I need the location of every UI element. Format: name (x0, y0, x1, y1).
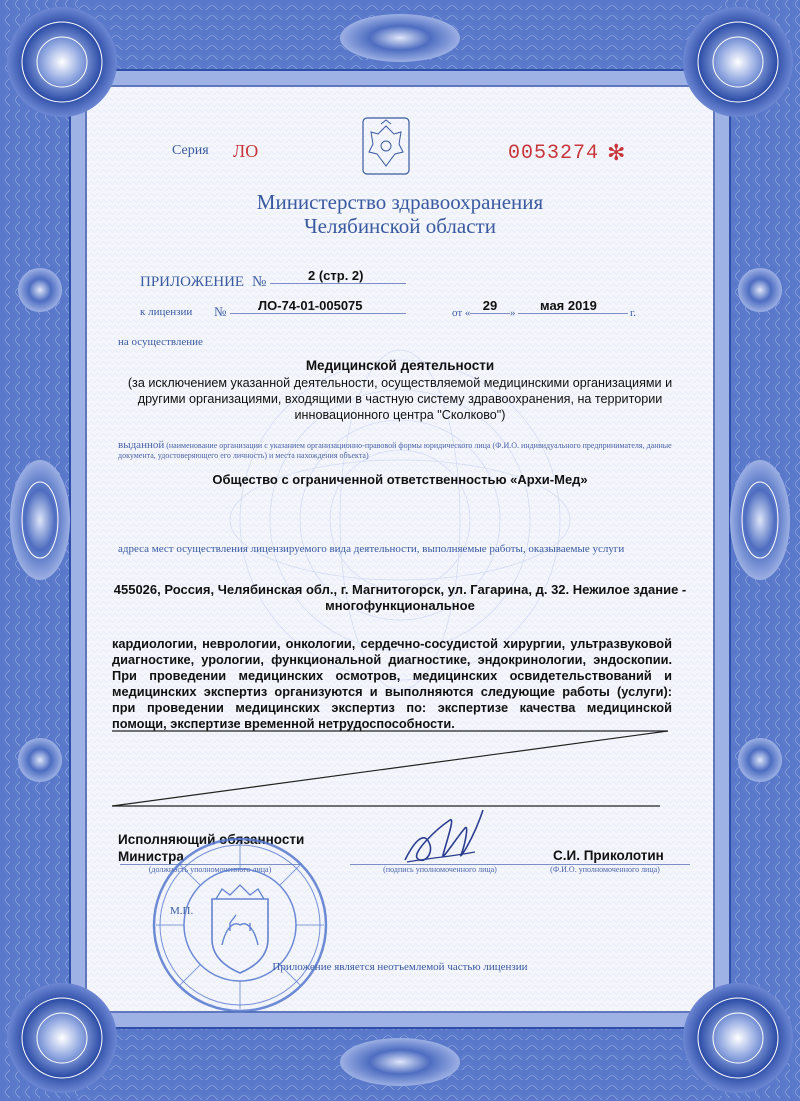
star-icon: ✻ (607, 140, 626, 165)
date-close: » (510, 307, 516, 319)
appendix-number-sign: № (252, 274, 267, 290)
activity-prefix: на осуществление (118, 336, 203, 348)
ministry-name (160, 190, 640, 238)
license-date-day: 29 (470, 298, 510, 314)
series-label: Серия (172, 143, 209, 158)
issued-label: выданной (118, 439, 165, 451)
issued-hint-block (118, 440, 698, 461)
license-number-value: ЛО-74-01-005075 (230, 298, 406, 314)
license-label: к лицензии (140, 306, 193, 318)
address-label: адреса мест осуществления лицензируемого вида деятельности, выполняемые работы, оказываемые услуги (118, 543, 625, 555)
license-date-month-year: мая 2019 (518, 298, 628, 314)
services-text: кардиологии, неврологии, онкологии, сердечно-сосудистой хирургии, ультразвуковой диагностике, урологии, функциональной диагностике, эндокринологии, эндоскопии. При проведении медицинских осмотров, медицинских освидетельствований и медицинских экспертиз организуются и выполняются следующие работы (услуги): при проведении медицинских экспертиз по: экспертизе качества медицинской помощи, экспертизе временной нетрудоспособности. (112, 636, 672, 731)
issued-hint: (наименование организации с указанием организационно-правовой формы юридического лица (Ф.И.О. индивидуального предпринимателя, данные документа, удостоверяющего его личность) и места нахождения объекта) (118, 441, 672, 460)
signer-position-line-2: Министра (118, 849, 184, 864)
ministry-line-1: Министерство здравоохранения (256, 190, 544, 214)
organization-name: Общество с ограниченной ответственностью «Архи-Мед» (212, 472, 588, 487)
address-value: 455026, Россия, Челябинская обл., г. Магнитогорск, ул. Гагарина, д. 32. Нежилое здание - многофункциональное (113, 582, 687, 613)
signer-name: С.И. Приколотин (553, 848, 664, 863)
license-number-sign: № (214, 304, 227, 319)
seal-label: М.П. (170, 905, 194, 917)
position-hint: (должность уполномоченного лица) (120, 864, 300, 875)
activity-title: Медицинской деятельности (305, 358, 495, 373)
series-value: ЛО (233, 141, 259, 161)
ministry-line-2: Челябинской области (304, 214, 496, 238)
license-form-number: 0053274 (508, 142, 600, 165)
signature-hint: (подпись уполномоченного лица) (350, 864, 530, 875)
activity-description: (за исключением указанной деятельности, осуществляемой медицинскими организациями и другими организациями, входящими в частную систему здравоохранения, на территории инновационного центра "Сколково") (127, 376, 673, 422)
appendix-label: ПРИЛОЖЕНИЕ (140, 274, 245, 290)
footer-note: Приложение является неотъемлемой частью лицензии (272, 961, 528, 973)
official-seal-icon (150, 835, 330, 1015)
date-suffix: г. (630, 307, 637, 319)
date-open: от « (452, 307, 471, 319)
appendix-number-value: 2 (стр. 2) (270, 268, 406, 284)
signer-position-line-1: Исполняющий обязанности (118, 832, 305, 847)
name-hint: (Ф.И.О. уполномоченного лица) (520, 864, 690, 875)
